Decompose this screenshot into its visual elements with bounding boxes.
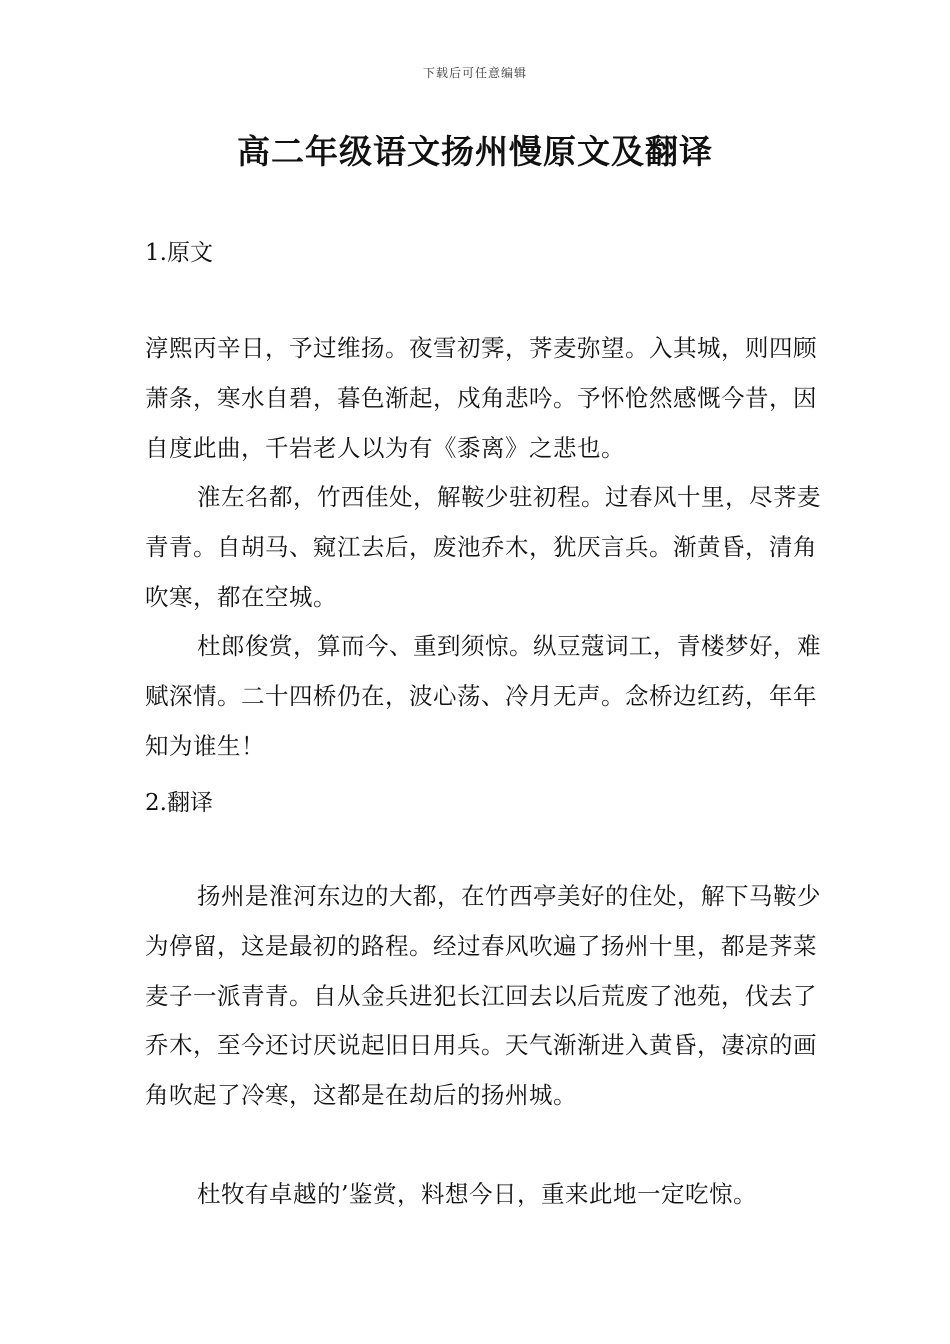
header-note: 下载后可任意编辑: [422, 66, 527, 80]
original-paragraph-2: 杜郎俊赏，算而今、重到须惊。纵豆蔻词工，青楼梦好，难赋深情。二十四桥仍在，波心荡、冷月无声。念桥边红药，年年知为谁生！: [145, 632, 821, 760]
section-heading-original: 1.原文: [145, 240, 213, 266]
page-title: 高二年级语文扬州慢原文及翻译: [237, 132, 713, 171]
translation-paragraph-1: 扬州是淮河东边的大都，在竹西亭美好的住处，解下马鞍少为停留，这是最初的路程。经过春风吹遍了扬州十里，都是荠菜麦子一派青青。自从金兵进犯长江回去以后荒废了池苑，伐去了乔木，至今还讨厌说起旧日用兵。天气渐渐进入黄昏，凄凉的画角吹起了冷寒，这都是在劫后的扬州城。: [145, 882, 821, 1110]
section-heading-translation: 2.翻译: [145, 790, 213, 816]
original-preface: 淳熙丙辛日，予过维扬。夜雪初霁，荠麦弥望。入其城，则四顾萧条，寒水自碧，暮色渐起，戍角悲吟。予怀怆然感慨今昔，因自度此曲，千岩老人以为有《黍离》之悲也。: [145, 334, 817, 462]
translation-paragraph-2: 杜牧有卓越的’鉴赏，料想今日，重来此地一定吃惊。: [197, 1180, 757, 1208]
original-paragraph-1: 淮左名都，竹西佳处，解鞍少驻初程。过春风十里，尽荠麦青青。自胡马、窥江去后，废池乔木，犹厌言兵。渐黄昏，清角吹寒，都在空城。: [145, 483, 821, 611]
